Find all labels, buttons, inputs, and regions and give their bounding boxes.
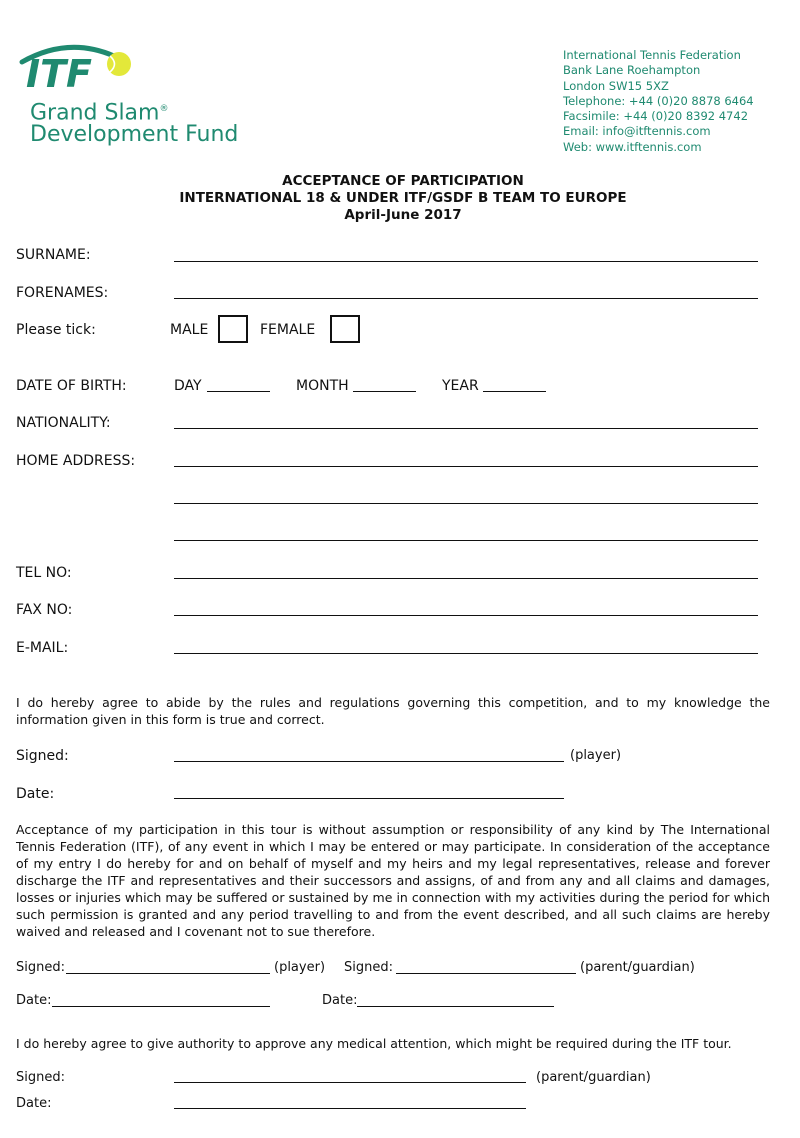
email-input-line[interactable] <box>174 653 758 654</box>
date-right-label: Date: <box>322 993 358 1008</box>
player-note: (player) <box>570 748 622 763</box>
male-checkbox[interactable] <box>218 315 248 343</box>
nationality-label: NATIONALITY: <box>16 415 111 431</box>
surname-input-line[interactable] <box>174 261 758 262</box>
home-address-label: HOME ADDRESS: <box>16 453 136 469</box>
signed-right-label: Signed: <box>344 960 393 975</box>
day-label: DAY <box>174 378 202 394</box>
year-input-line[interactable] <box>483 391 546 392</box>
home-address-line-2[interactable] <box>174 503 758 504</box>
date-right-line[interactable] <box>357 1006 554 1007</box>
medical-parent-note: (parent/guardian) <box>536 1070 651 1085</box>
surname-label: SURNAME: <box>16 247 91 263</box>
logo-development-fund: Development Fund <box>30 122 239 147</box>
title-line2: INTERNATIONAL 18 & UNDER ITF/GSDF B TEAM TO EUROPE <box>179 190 627 206</box>
tel-label: TEL NO: <box>16 565 72 581</box>
nationality-input-line[interactable] <box>174 428 758 429</box>
title-line3: April-June 2017 <box>344 207 462 223</box>
month-input-line[interactable] <box>353 391 416 392</box>
agreement-paragraph-1: I do hereby agree to abide by the rules and regulations governing this competition, and to my knowledge the information given in this form is true and correct. <box>16 695 770 727</box>
address-line: Facsimile: +44 (0)20 8392 4742 <box>563 109 749 124</box>
address-line: Telephone: +44 (0)20 8878 6464 <box>563 93 754 108</box>
medical-date-label: Date: <box>16 1096 52 1111</box>
day-input-line[interactable] <box>207 391 270 392</box>
signed-left-label: Signed: <box>16 960 65 975</box>
medical-signature-line[interactable] <box>174 1082 526 1083</box>
agreement-paragraph-2: Acceptance of my participation in this tour is without assumption or responsibility of any kind by The International Tennis Federation (ITF), of any event in which I may be entered or may participate. In consideration of the acceptance of my entry I do hereby for and on behalf of myself and my heirs and my legal representatives, release and forever discharge the ITF and representatives and their successors and assigns, of and from any and all claims and damages, losses or injuries which may be suffered or sustained by me in connection with my activities during the period for which such permission is granted and any period travelling to and from the event described, and all such claims are hereby waived and released and I covenant not to sue therefore. <box>16 822 770 939</box>
year-label: YEAR <box>442 378 479 394</box>
male-label: MALE <box>170 322 209 338</box>
signed-left-player-note: (player) <box>274 960 326 975</box>
address-line: Web: www.itftennis.com <box>563 139 702 154</box>
forenames-label: FORENAMES: <box>16 285 109 301</box>
fax-input-line[interactable] <box>174 615 758 616</box>
female-label: FEMALE <box>260 322 316 338</box>
month-label: MONTH <box>296 378 349 394</box>
home-address-line-1[interactable] <box>174 466 758 467</box>
address-block <box>563 48 754 155</box>
itf-letters: ITF <box>26 52 93 96</box>
address-line: Bank Lane Roehampton <box>563 63 701 78</box>
player-date-line[interactable] <box>174 798 564 799</box>
address-line: Email: info@itftennis.com <box>563 124 711 139</box>
logo-line1: Grand Slam <box>30 100 160 126</box>
itf-logo <box>18 40 248 155</box>
medical-date-line[interactable] <box>174 1108 526 1109</box>
dob-label: DATE OF BIRTH: <box>16 378 127 394</box>
fax-label: FAX NO: <box>16 602 73 618</box>
title-line1: ACCEPTANCE OF PARTICIPATION <box>282 173 524 189</box>
agreement-paragraph-3: I do hereby agree to give authority to approve any medical attention, which might be required during the ITF tour. <box>16 1036 732 1051</box>
form-title <box>0 173 800 224</box>
signed-right-parent-note: (parent/guardian) <box>580 960 695 975</box>
home-address-line-3[interactable] <box>174 540 758 541</box>
address-line: International Tennis Federation <box>563 48 741 62</box>
address-line: London SW15 5XZ <box>563 78 669 93</box>
player-signature-line[interactable] <box>174 761 564 762</box>
tel-input-line[interactable] <box>174 578 758 579</box>
date-left-line[interactable] <box>52 1006 270 1007</box>
signed-right-line[interactable] <box>396 973 576 974</box>
player-date-label: Date: <box>16 786 55 802</box>
email-label: E-MAIL: <box>16 640 69 656</box>
medical-signed-label: Signed: <box>16 1070 65 1085</box>
female-checkbox[interactable] <box>330 315 360 343</box>
player-signed-label: Signed: <box>16 748 69 764</box>
registered-mark: ® <box>159 104 169 114</box>
please-tick-label: Please tick: <box>16 322 96 338</box>
forenames-input-line[interactable] <box>174 298 758 299</box>
date-left-label: Date: <box>16 993 52 1008</box>
signed-left-line[interactable] <box>66 973 270 974</box>
